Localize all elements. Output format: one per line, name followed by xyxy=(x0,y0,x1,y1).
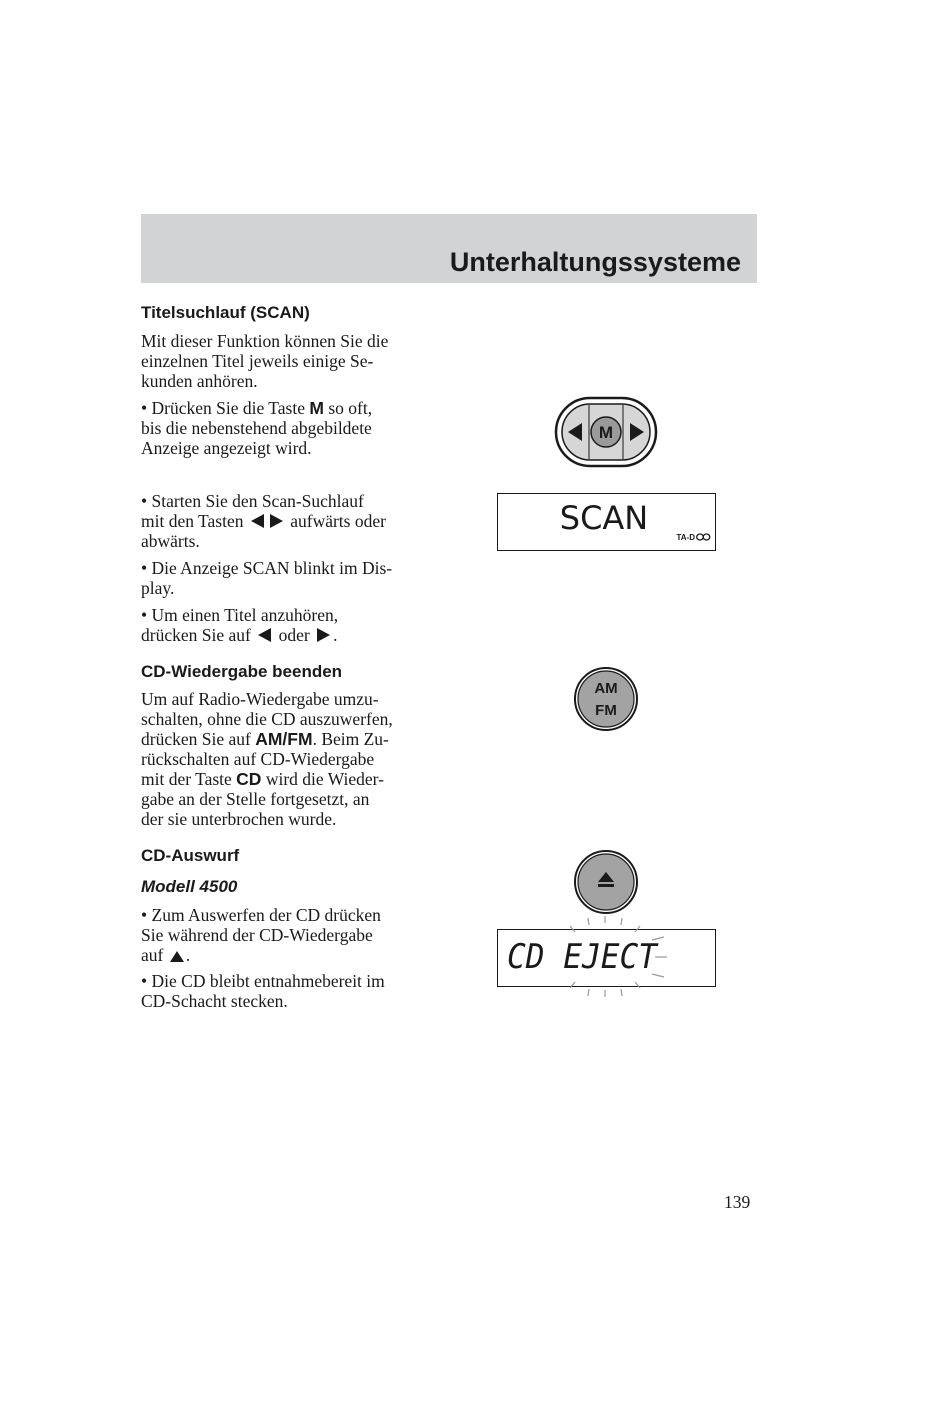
text-fragment: . xyxy=(185,945,191,965)
text-line: kunden anhören. xyxy=(141,371,258,391)
key-m-label: M xyxy=(309,398,324,418)
text-line: abwärts. xyxy=(141,531,200,551)
text-fragment: mit der Taste xyxy=(141,769,237,789)
text-line: schalten, ohne die CD auszuwerfen, xyxy=(141,709,393,729)
m-button-illustration xyxy=(554,396,658,468)
eject-icon xyxy=(170,951,184,962)
scan-display xyxy=(497,493,716,551)
heading-cd-eject: CD-Auswurf xyxy=(141,846,240,865)
text-fragment: wird die Wieder- xyxy=(261,769,384,789)
scan-intro xyxy=(141,331,451,391)
section-title: Unterhaltungssysteme xyxy=(449,247,741,277)
eject-button-illustration xyxy=(573,849,639,915)
scan-bullet-start xyxy=(141,491,451,551)
text-line xyxy=(141,945,451,965)
eject-bullet-remains xyxy=(141,971,451,1011)
scan-bullet-press-m xyxy=(141,398,451,458)
text-line xyxy=(141,398,451,418)
heading-scan: Titelsuchlauf (SCAN) xyxy=(141,303,310,322)
text-line: Anzeige angezeigt wird. xyxy=(141,438,312,458)
text-line: der sie unterbrochen wurde. xyxy=(141,809,337,829)
text-fragment: . Beim Zu- xyxy=(312,729,389,749)
text-line xyxy=(141,511,451,531)
am-label: AM xyxy=(594,680,618,697)
text-line xyxy=(141,625,451,645)
text-line: CD-Schacht stecken. xyxy=(141,991,288,1011)
text-fragment: aufwärts oder xyxy=(285,511,386,531)
subheading-model: Modell 4500 xyxy=(141,877,238,896)
m-button-label: M xyxy=(598,423,614,442)
key-cd-label: CD xyxy=(236,769,262,789)
heading-cd-stop: CD-Wiedergabe beenden xyxy=(141,662,343,681)
cd-eject-display-text: CD EJECT xyxy=(507,937,660,977)
text-line: play. xyxy=(141,578,175,598)
scan-bullet-blink xyxy=(141,558,451,598)
text-line: Sie während der CD-Wiedergabe xyxy=(141,925,373,945)
text-line: • Die CD bleibt entnahmebereit im xyxy=(141,971,385,991)
text-fragment: drücken Sie auf xyxy=(141,729,256,749)
scan-display-text: SCAN xyxy=(559,499,649,537)
text-line: rückschalten auf CD-Wiedergabe xyxy=(141,749,375,769)
key-amfm-label: AM/FM xyxy=(255,729,313,749)
text-line: • Starten Sie den Scan-Suchlauf xyxy=(141,491,364,511)
text-line: • Zum Auswerfen der CD drücken xyxy=(141,905,381,925)
arrow-left-icon xyxy=(251,514,264,528)
ta-d-indicator: TA-D xyxy=(676,533,695,542)
text-line: einzelnen Titel jeweils einige Se- xyxy=(141,351,374,371)
arrow-right-icon xyxy=(270,514,283,528)
text-line: • Die Anzeige SCAN blinkt im Dis- xyxy=(141,558,393,578)
text-line: • Um einen Titel anzuhören, xyxy=(141,605,339,625)
text-fragment: oder xyxy=(274,625,315,645)
text-line: gabe an der Stelle fortgesetzt, an xyxy=(141,789,370,809)
eject-bullet-press xyxy=(141,905,451,965)
am-fm-button-illustration xyxy=(573,666,639,732)
text-fragment: • Drücken Sie die Taste xyxy=(141,398,310,418)
text-line: Mit dieser Funktion können Sie die xyxy=(141,331,389,351)
cd-stop-text xyxy=(141,689,451,829)
text-fragment: auf xyxy=(141,945,168,965)
text-line xyxy=(141,729,451,749)
text-fragment: . xyxy=(333,625,338,645)
text-fragment: so oft, xyxy=(323,398,373,418)
text-line: bis die nebenstehend abgebildete xyxy=(141,418,372,438)
text-line xyxy=(141,769,451,789)
arrow-right-icon xyxy=(317,628,330,642)
arrow-left-icon xyxy=(258,628,271,642)
text-fragment: drücken Sie auf xyxy=(141,625,256,645)
text-fragment: mit den Tasten xyxy=(141,511,248,531)
scan-bullet-listen xyxy=(141,605,451,645)
text-line: Um auf Radio-Wiedergabe umzu- xyxy=(141,689,379,709)
page-number: 139 xyxy=(724,1192,751,1212)
section-header xyxy=(141,214,757,283)
cd-eject-display xyxy=(497,912,716,998)
fm-label: FM xyxy=(595,702,617,719)
